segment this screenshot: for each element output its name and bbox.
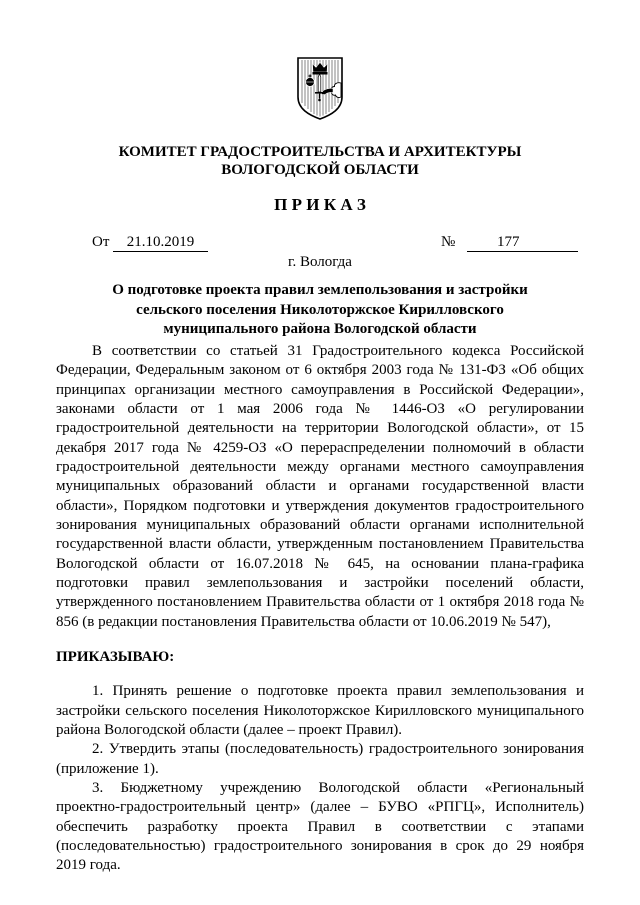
subject-line: сельского поселения Николоторжское Кирилловского bbox=[136, 301, 504, 318]
document-subject bbox=[56, 281, 584, 340]
order-directive: ПРИКАЗЫВАЮ: bbox=[56, 649, 175, 666]
order-item-3: 3. Бюджетному учреждению Вологодской области «Региональный проектно-градостроительный центр» (далее – БУВО «РПГЦ», Исполнитель) обеспечить разработку проекта Правил в соответствии с этапами (последовательностью) градостроительного зонирования в срок до 29 ноября 2019 года. bbox=[56, 779, 584, 874]
document-body bbox=[56, 342, 584, 876]
order-item-1: 1. Принять решение о подготовке проекта правил землепользования и застройки сельского поселения Николоторжское Кирилловского муниципального района Вологодской области (далее – проект Правил). bbox=[56, 683, 584, 738]
date-label: От bbox=[92, 234, 110, 250]
subject-line: О подготовке проекта правил землепользования и застройки bbox=[112, 282, 528, 298]
document-type-title: П Р И К А З bbox=[274, 195, 366, 214]
org-name bbox=[0, 143, 640, 179]
coat-of-arms-icon bbox=[295, 55, 345, 121]
coat-of-arms bbox=[295, 55, 345, 121]
org-name-line-1: КОМИТЕТ ГРАДОСТРОИТЕЛЬСТВА И АРХИТЕКТУРЫ bbox=[118, 144, 522, 160]
document-number: 177 bbox=[467, 234, 578, 252]
preamble-paragraph: В соответствии со статьей 31 Градостроительного кодекса Российской Федерации, Федеральным законом от 6 октября 2003 года № 131-ФЗ «Об общих принципах организации местного самоуправления в Российской Федерации», законами области от 1 мая 2006 года № 1446-ОЗ «О регулировании градостроительной деятельности на территории Вологодской области», от 15 декабря 2017 года № 4259-ОЗ «О перераспределении полномочий в области градостроительной деятельности между органами местного самоуправления муниципальных образований области и органами государственной власти области», Порядком подготовки и утверждения документов градостроительного зонирования муниципальных образований области органами исполнительной государственной власти области, утвержденным постановлением Правительства Вологодской области от 16.07.2018 № 645, на основании плана-графика подготовки правил землепользования и застройки поселений области, утвержденного постановлением Правительства области от 1 октября 2018 года № 856 (в редакции постановления Правительства области от 10.06.2019 № 547), bbox=[56, 343, 584, 630]
subject-line: муниципального района Вологодской области bbox=[163, 321, 477, 337]
number-label: № bbox=[441, 234, 456, 250]
document-date: 21.10.2019 bbox=[113, 234, 208, 252]
order-item-2: 2. Утвердить этапы (последовательность) градостроительного зонирования (приложение 1). bbox=[56, 741, 584, 777]
org-name-line-2: ВОЛОГОДСКОЙ ОБЛАСТИ bbox=[221, 162, 419, 178]
issue-place: г. Вологда bbox=[288, 254, 352, 270]
